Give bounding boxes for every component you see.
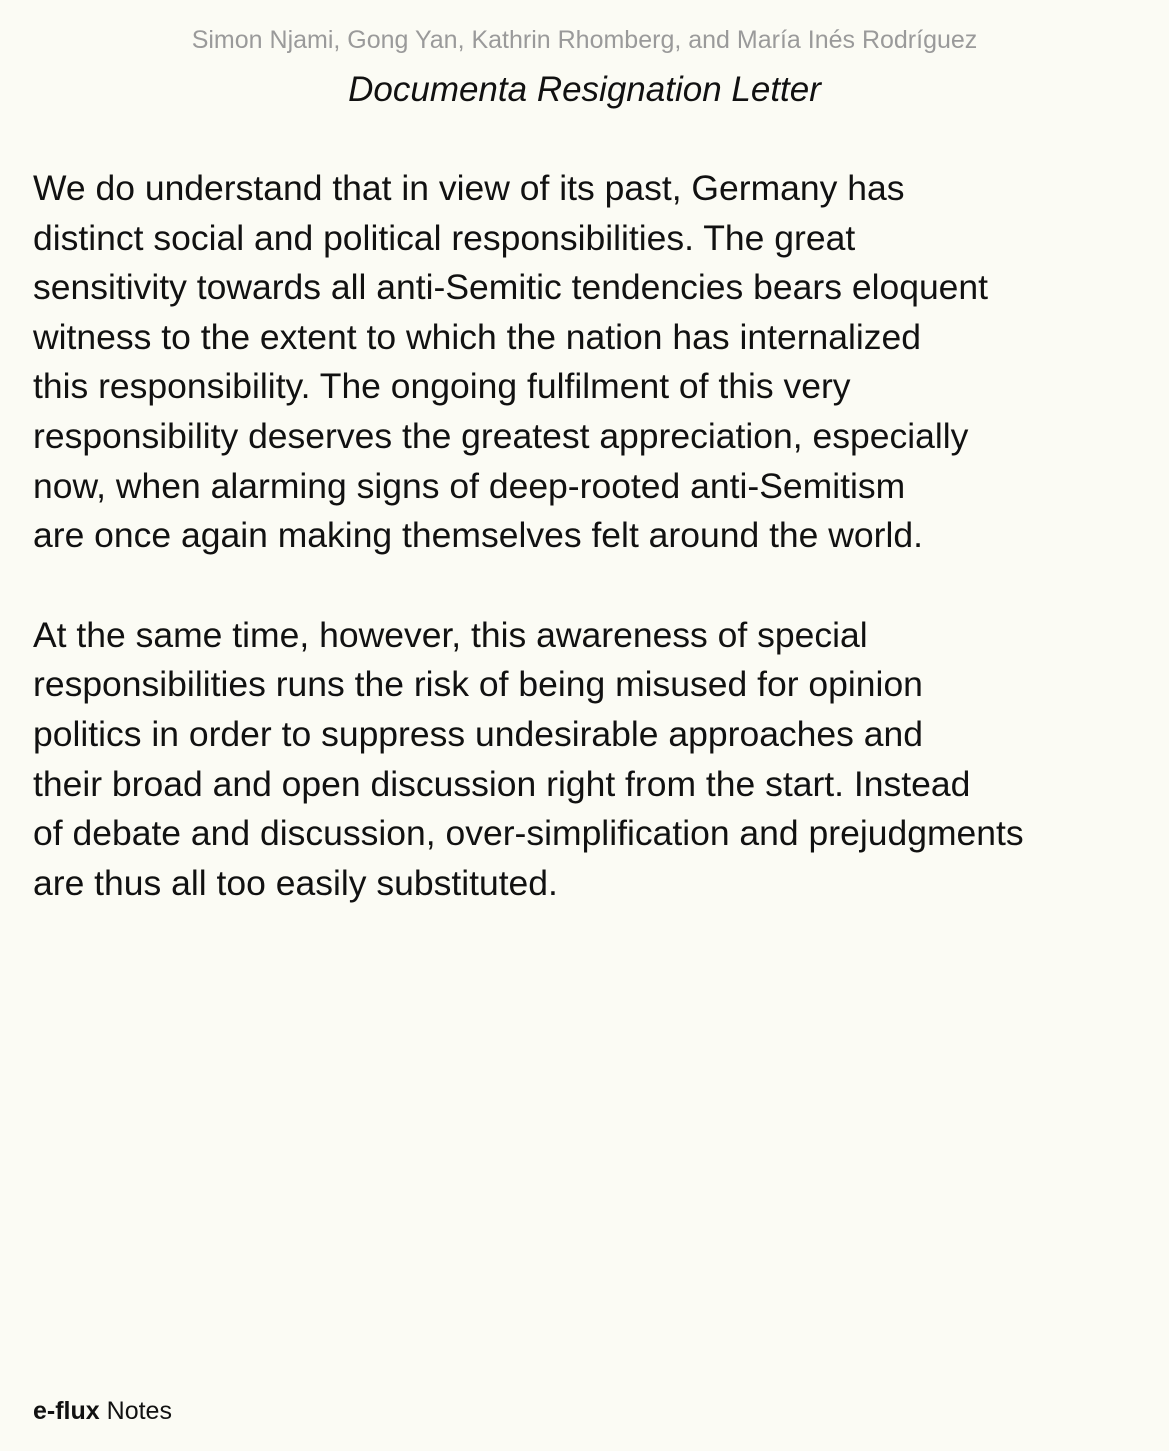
text-line: are thus all too easily substituted. <box>33 862 558 903</box>
article-header <box>0 22 1169 112</box>
text-line: responsibility deserves the greatest appreciation, especially <box>33 415 969 456</box>
paragraph-2 <box>33 611 1153 909</box>
text-line: their broad and open discussion right from the start. Instead <box>33 763 971 804</box>
text-line: are once again making themselves felt around the world. <box>33 515 923 556</box>
text-line: sensitivity towards all anti-Semitic tendencies bears eloquent <box>33 267 989 308</box>
text-line: We do understand that in view of its past, Germany has <box>33 168 905 208</box>
text-line: this responsibility. The ongoing fulfilment of this very <box>33 366 851 407</box>
brand-name: e-flux <box>33 1397 100 1425</box>
footer-credit <box>33 1394 172 1428</box>
section-name: Notes <box>106 1397 172 1425</box>
text-line: of debate and discussion, over-simplification and prejudgments <box>33 813 1024 854</box>
text-line: At the same time, however, this awareness of special <box>33 614 868 655</box>
text-line: witness to the extent to which the nation has internalized <box>33 316 922 357</box>
paragraph-1 <box>33 164 1153 561</box>
text-line: distinct social and political responsibilities. The great <box>33 217 856 258</box>
text-line: now, when alarming signs of deep-rooted anti-Semitism <box>33 465 906 506</box>
author-names: Simon Njami, Gong Yan, Kathrin Rhomberg, and María Inés Rodríguez <box>191 26 978 54</box>
text-line: responsibilities runs the risk of being misused for opinion <box>33 664 923 705</box>
text-line: politics in order to suppress undesirable approaches and <box>33 713 924 754</box>
letter-body <box>33 164 1153 908</box>
document-title: Documenta Resignation Letter <box>348 70 821 109</box>
